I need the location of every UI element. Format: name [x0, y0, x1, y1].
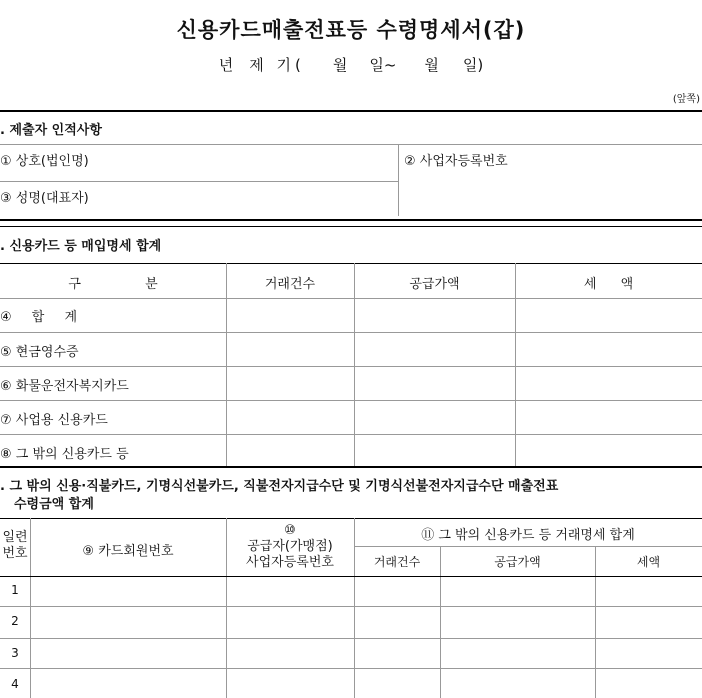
biz-reg-no-label: ② 사업자등록번호	[404, 154, 508, 169]
rule	[0, 226, 702, 227]
serial-number: 2	[11, 614, 19, 628]
divider	[354, 263, 355, 466]
col-sub-supply: 공급가액	[494, 555, 541, 569]
rule	[0, 434, 702, 435]
row-total: ④ 합 계	[0, 310, 78, 325]
rule	[0, 518, 702, 519]
rule	[0, 298, 702, 299]
period-month-2: 월	[424, 56, 439, 74]
col-sub-count: 거래건수	[373, 555, 421, 569]
rule	[0, 263, 702, 264]
rule	[0, 219, 702, 221]
rule	[0, 181, 398, 182]
period-year: 년	[218, 56, 234, 74]
col-supplier-line1: 공급자(가맹점)	[247, 539, 333, 554]
col-sub-tax: 세액	[636, 555, 661, 569]
period-day-1: 일~	[369, 56, 397, 74]
rule	[0, 110, 702, 112]
period-term: 제 기(	[249, 56, 305, 74]
col-tax: 세 액	[583, 277, 634, 292]
col-serial-line2: 번호	[2, 546, 28, 561]
serial-number: 1	[11, 583, 19, 597]
col-supplier-num: ⑩	[284, 523, 296, 538]
rule	[0, 366, 702, 367]
period-month-1: 월	[332, 56, 348, 74]
period-day-2: 일)	[462, 56, 484, 74]
section3-heading: . 그 밖의 신용·직불카드, 기명식선불카드, 직불전자지급수단 및 기명식선불전자지급수단 매출전표	[0, 479, 559, 494]
serial-number: 3	[11, 646, 19, 660]
divider	[398, 144, 399, 216]
row-freight-welfare-card: ⑥ 화물운전자복지카드	[0, 379, 129, 394]
col-supplier-line2: 사업자등록번호	[246, 555, 334, 570]
col-count: 거래건수	[264, 277, 316, 292]
rule	[0, 606, 702, 607]
col-serial	[0, 530, 30, 562]
form-title: 신용카드매출전표등 수령명세서(갑)	[176, 18, 526, 42]
row-business-credit-card: ⑦ 사업용 신용카드	[0, 413, 108, 428]
serial-number: 4	[11, 677, 19, 691]
rule	[0, 576, 702, 577]
section2-heading: . 신용카드 등 매입명세 합계	[0, 239, 162, 254]
rule	[0, 668, 702, 669]
section1-heading: . 제출자 인적사항	[0, 123, 102, 138]
section3-heading-cont: 수령금액 합계	[14, 497, 94, 512]
col-card-number: ⑨ 카드회원번호	[82, 544, 174, 559]
divider	[226, 263, 227, 466]
rule	[0, 144, 702, 145]
col-supply: 공급가액	[409, 277, 460, 292]
rule	[0, 332, 702, 333]
col-other-total: ⑪ 그 밖의 신용카드 등 거래명세 합계	[421, 528, 635, 543]
page-side-label: (앞쪽)	[672, 94, 700, 105]
period-line	[0, 54, 702, 75]
rule	[0, 400, 702, 401]
divider	[354, 518, 355, 698]
row-cash-receipt: ⑤ 현금영수증	[0, 345, 79, 360]
divider	[515, 263, 516, 466]
rule	[354, 546, 702, 547]
col-category: 구 분	[68, 277, 158, 292]
trade-name-label: ① 상호(법인명)	[0, 154, 89, 169]
row-other-credit-cards: ⑧ 그 밖의 신용카드 등	[0, 447, 129, 462]
col-serial-line1: 일련	[2, 530, 28, 545]
representative-label: ③ 성명(대표자)	[0, 191, 89, 206]
rule	[0, 638, 702, 639]
col-supplier-reg-no	[226, 523, 354, 571]
rule	[0, 466, 702, 468]
